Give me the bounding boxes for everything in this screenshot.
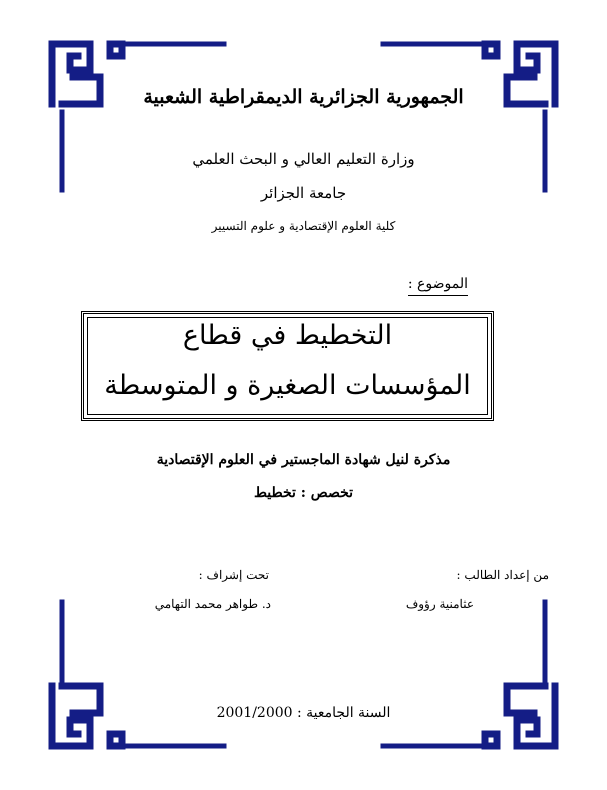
student-name: عثامنية رؤوف	[405, 597, 474, 611]
specialization: تخصص : تخطيط	[253, 485, 354, 501]
memo-description: مذكرة لنيل شهادة الماجستير في العلوم الإقتصادية	[156, 452, 451, 468]
academic-year: السنة الجامعية : 2001/2000	[216, 705, 391, 721]
ministry-name: وزارة التعليم العالي و البحث العلمي	[192, 150, 415, 168]
supervisor-label: تحت إشراف :	[198, 568, 269, 582]
supervisor-name: د. طواهر محمد التهامي	[154, 597, 271, 611]
university-name: جامعة الجزائر	[260, 184, 347, 202]
faculty-name: كلية العلوم الإقتصادية و علوم التسيير	[211, 219, 396, 233]
subject-label: الموضوع :	[408, 276, 468, 296]
republic-heading: الجمهورية الجزائرية الديمقراطية الشعبية	[143, 86, 464, 108]
thesis-title-line-2: المؤسسات الصغيرة و المتوسطة	[104, 370, 471, 401]
prepared-by-label: من إعداد الطالب :	[456, 568, 549, 582]
thesis-title-line-1: التخطيط في قطاع	[182, 320, 393, 351]
